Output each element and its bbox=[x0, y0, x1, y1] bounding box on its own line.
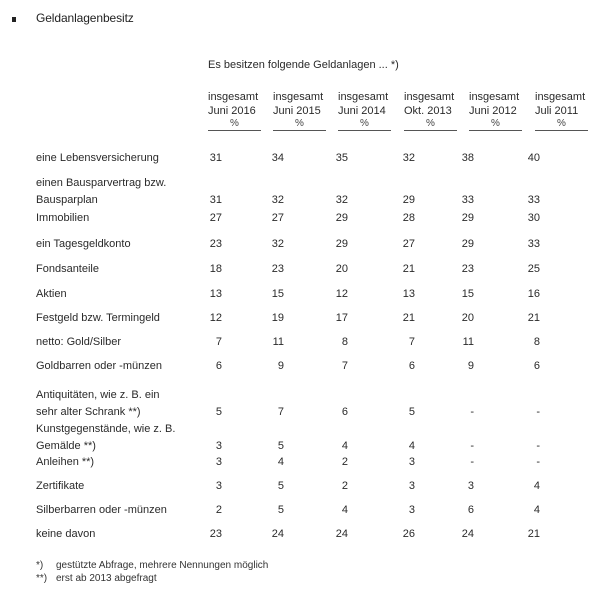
cell-value: 23 bbox=[461, 263, 474, 275]
cell-value: 29 bbox=[461, 238, 474, 250]
cell-value: 2 bbox=[341, 456, 348, 468]
cell-value: 9 bbox=[467, 360, 474, 372]
cell-value: 4 bbox=[408, 440, 415, 452]
row-label-line1: Fondsanteile bbox=[36, 263, 99, 275]
column-header-line1: insgesamt bbox=[338, 91, 389, 103]
cell-value: 5 bbox=[277, 440, 284, 452]
cell-value: 24 bbox=[461, 528, 474, 540]
row-label-line1: Immobilien bbox=[36, 212, 90, 224]
cell-value: 7 bbox=[215, 336, 222, 348]
cell-value: 32 bbox=[335, 194, 348, 206]
row-label-line1: netto: Gold/Silber bbox=[36, 336, 121, 348]
row-label-line1: Silberbarren oder -münzen bbox=[36, 504, 167, 516]
cell-value: 34 bbox=[271, 152, 284, 164]
table-subtitle: Es besitzen folgende Geldanlagen ... *) bbox=[208, 59, 399, 71]
section-title: Geldanlagenbesitz bbox=[36, 11, 134, 25]
cell-value: - bbox=[470, 440, 474, 452]
row-label bbox=[36, 236, 211, 253]
cell-value: 26 bbox=[402, 528, 415, 540]
cell-value: 23 bbox=[271, 263, 284, 275]
cell-value: 25 bbox=[527, 263, 540, 275]
cell-value: 5 bbox=[215, 406, 222, 418]
column-header-period: Juli 2011 bbox=[535, 105, 579, 117]
cell-value: 21 bbox=[402, 263, 415, 275]
column-header-line1: insgesamt bbox=[273, 91, 324, 103]
cell-value: 6 bbox=[215, 360, 222, 372]
row-label-line1: Aktien bbox=[36, 288, 67, 300]
cell-value: 7 bbox=[277, 406, 284, 418]
cell-value: 3 bbox=[215, 440, 222, 452]
cell-value: - bbox=[470, 406, 474, 418]
cell-value: 3 bbox=[408, 456, 415, 468]
cell-value: 32 bbox=[271, 194, 284, 206]
cell-value: 27 bbox=[271, 212, 284, 224]
footnote-mark: **) bbox=[36, 573, 48, 584]
cell-value: 20 bbox=[461, 312, 474, 324]
cell-value: 6 bbox=[467, 504, 474, 516]
cell-value: 30 bbox=[527, 212, 540, 224]
row-label bbox=[36, 358, 211, 375]
cell-value: - bbox=[470, 456, 474, 468]
row-label bbox=[36, 421, 211, 455]
cell-value: 15 bbox=[271, 288, 284, 300]
row-label bbox=[36, 454, 211, 471]
cell-value: 29 bbox=[335, 212, 348, 224]
cell-value: 3 bbox=[408, 480, 415, 492]
cell-value: 28 bbox=[402, 212, 415, 224]
column-header-line1: insgesamt bbox=[535, 91, 586, 103]
footnote bbox=[36, 573, 157, 585]
cell-value: 31 bbox=[209, 152, 222, 164]
cell-value: 11 bbox=[462, 336, 474, 348]
column-header-line1: insgesamt bbox=[404, 91, 455, 103]
cell-value: 31 bbox=[209, 194, 222, 206]
cell-value: 5 bbox=[277, 480, 284, 492]
row-label bbox=[36, 286, 211, 303]
column-header bbox=[208, 90, 264, 131]
cell-value: 2 bbox=[215, 504, 222, 516]
cell-value: 4 bbox=[533, 504, 540, 516]
cell-value: - bbox=[536, 456, 540, 468]
cell-value: 27 bbox=[402, 238, 415, 250]
cell-value: 7 bbox=[341, 360, 348, 372]
cell-value: 29 bbox=[335, 238, 348, 250]
cell-value: 24 bbox=[335, 528, 348, 540]
row-label bbox=[36, 502, 211, 519]
column-header-line1: insgesamt bbox=[469, 91, 520, 103]
cell-value: 35 bbox=[335, 152, 348, 164]
cell-value: 20 bbox=[335, 263, 348, 275]
column-header bbox=[535, 90, 591, 131]
cell-value: 5 bbox=[408, 406, 415, 418]
row-label-line1: ein Tagesgeldkonto bbox=[36, 238, 131, 250]
row-label bbox=[36, 526, 211, 543]
cell-value: 12 bbox=[335, 288, 348, 300]
column-header bbox=[338, 90, 394, 131]
cell-value: 4 bbox=[341, 440, 348, 452]
cell-value: 21 bbox=[527, 312, 540, 324]
cell-value: 4 bbox=[533, 480, 540, 492]
cell-value: - bbox=[536, 440, 540, 452]
cell-value: 8 bbox=[341, 336, 348, 348]
cell-value: 33 bbox=[461, 194, 474, 206]
cell-value: 32 bbox=[402, 152, 415, 164]
cell-value: 6 bbox=[533, 360, 540, 372]
cell-value: 15 bbox=[461, 288, 474, 300]
cell-value: 19 bbox=[271, 312, 284, 324]
column-header-period: Juni 2014 bbox=[338, 105, 386, 117]
column-header bbox=[469, 90, 525, 131]
cell-value: 5 bbox=[277, 504, 284, 516]
cell-value: 8 bbox=[533, 336, 540, 348]
cell-value: 2 bbox=[341, 480, 348, 492]
row-label-line1: Festgeld bzw. Termingeld bbox=[36, 312, 160, 324]
cell-value: 13 bbox=[402, 288, 415, 300]
row-label bbox=[36, 478, 211, 495]
row-label-line1: keine davon bbox=[36, 528, 96, 540]
row-label bbox=[36, 175, 211, 209]
cell-value: 27 bbox=[209, 212, 222, 224]
footnote-mark: *) bbox=[36, 560, 44, 571]
cell-value: 40 bbox=[527, 152, 540, 164]
column-header-line1: insgesamt bbox=[208, 91, 259, 103]
cell-value: 16 bbox=[527, 288, 540, 300]
column-unit: % bbox=[469, 118, 522, 131]
cell-value: 3 bbox=[467, 480, 474, 492]
row-label bbox=[36, 261, 211, 278]
cell-value: 33 bbox=[527, 238, 540, 250]
footnote-text: gestützte Abfrage, mehrere Nennungen möglich bbox=[56, 560, 269, 571]
cell-value: 18 bbox=[209, 263, 222, 275]
row-label-line1: Goldbarren oder -münzen bbox=[36, 360, 162, 372]
column-unit: % bbox=[535, 118, 588, 131]
row-label-line1: Anleihen **) bbox=[36, 456, 95, 468]
footnote-text: erst ab 2013 abgefragt bbox=[56, 573, 157, 584]
column-header bbox=[273, 90, 329, 131]
cell-value: 6 bbox=[408, 360, 415, 372]
column-header bbox=[404, 90, 460, 131]
cell-value: 21 bbox=[527, 528, 540, 540]
cell-value: 3 bbox=[215, 480, 222, 492]
cell-value: 29 bbox=[402, 194, 415, 206]
cell-value: 23 bbox=[209, 238, 222, 250]
footnote bbox=[36, 560, 268, 572]
cell-value: 4 bbox=[277, 456, 284, 468]
cell-value: 23 bbox=[209, 528, 222, 540]
row-label-line2: sehr alter Schrank **) bbox=[36, 406, 141, 418]
row-label-line2: Gemälde **) bbox=[36, 440, 96, 452]
cell-value: 32 bbox=[271, 238, 284, 250]
row-label-line1: einen Bausparvertrag bzw. bbox=[36, 177, 167, 189]
cell-value: 17 bbox=[335, 312, 348, 324]
cell-value: 38 bbox=[461, 152, 474, 164]
row-label bbox=[36, 387, 211, 421]
column-unit: % bbox=[273, 118, 326, 131]
cell-value: 12 bbox=[209, 312, 222, 324]
row-label-line1: Antiquitäten, wie z. B. ein bbox=[36, 389, 160, 401]
cell-value: 3 bbox=[215, 456, 222, 468]
cell-value: 9 bbox=[277, 360, 284, 372]
row-label-line1: Kunstgegenstände, wie z. B. bbox=[36, 423, 176, 435]
column-unit: % bbox=[208, 118, 261, 131]
row-label bbox=[36, 210, 211, 227]
cell-value: 29 bbox=[461, 212, 474, 224]
column-unit: % bbox=[404, 118, 457, 131]
column-header-period: Juni 2016 bbox=[208, 105, 256, 117]
cell-value: 13 bbox=[209, 288, 222, 300]
column-header-period: Juni 2012 bbox=[469, 105, 517, 117]
cell-value: 11 bbox=[272, 336, 284, 348]
cell-value: 3 bbox=[408, 504, 415, 516]
row-label-line2: Bausparplan bbox=[36, 194, 98, 206]
column-header-period: Juni 2015 bbox=[273, 105, 321, 117]
row-label-line1: eine Lebensversicherung bbox=[36, 152, 159, 164]
column-unit: % bbox=[338, 118, 391, 131]
cell-value: 4 bbox=[341, 504, 348, 516]
cell-value: 6 bbox=[341, 406, 348, 418]
cell-value: 7 bbox=[408, 336, 415, 348]
row-label-line1: Zertifikate bbox=[36, 480, 85, 492]
cell-value: 21 bbox=[402, 312, 415, 324]
row-label bbox=[36, 334, 211, 351]
cell-value: 33 bbox=[527, 194, 540, 206]
column-header-period: Okt. 2013 bbox=[404, 105, 452, 117]
cell-value: 24 bbox=[271, 528, 284, 540]
row-label bbox=[36, 310, 211, 327]
row-label bbox=[36, 150, 211, 167]
cell-value: - bbox=[536, 406, 540, 418]
bullet-icon bbox=[12, 17, 16, 22]
